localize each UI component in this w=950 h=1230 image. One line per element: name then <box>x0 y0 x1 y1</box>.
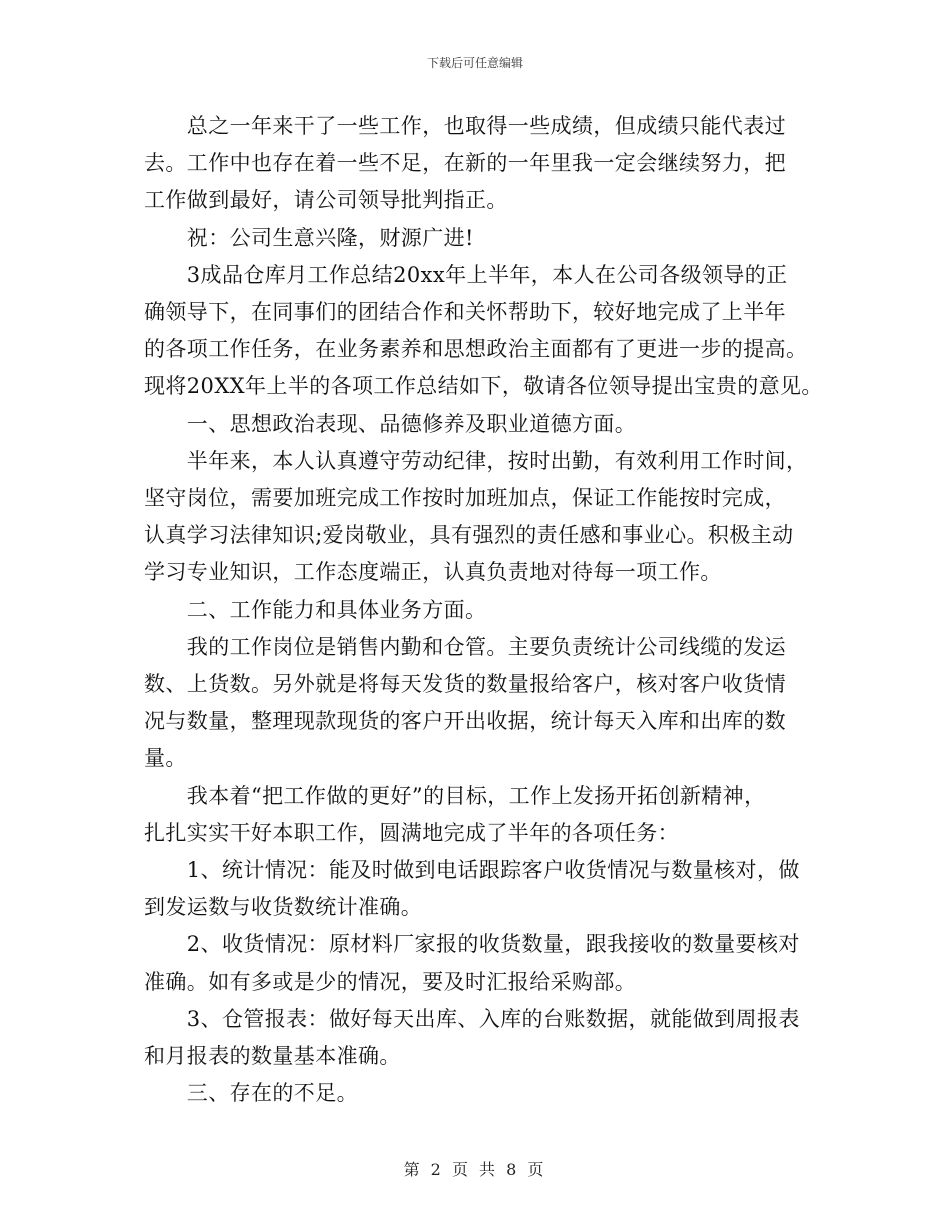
text-line: 我本着“把工作做的更好”的目标，工作上发扬开拓创新精神， <box>144 783 766 808</box>
text-line: 的各项工作任务，在业务素养和思想政治主面都有了更进一步的提高。 <box>144 337 808 362</box>
text-line: 1、统计情况：能及时做到电话跟踪客户收货情况与数量核对，做 <box>144 858 800 883</box>
text-line: 祝：公司生意兴隆，财源广进! <box>144 225 474 250</box>
text-line: 2、收货情况：原材料厂家报的收货数量，跟我接收的数量要核对 <box>144 932 800 957</box>
text-line: 我的工作岗位是销售内勤和仓管。主要负责统计公司线缆的发运 <box>144 634 786 659</box>
text-line: 工作做到最好，请公司领导批判指正。 <box>144 188 508 213</box>
text-line: 一、思想政治表现、品德修养及职业道德方面。 <box>144 411 637 436</box>
text-line: 准确。如有多或是少的情况，要及时汇报给采购部。 <box>144 969 637 994</box>
text-line: 半年来，本人认真遵守劳动纪律，按时出勤，有效利用工作时间， <box>144 448 808 473</box>
text-line: 3、仓管报表：做好每天出库、入库的台账数据，就能做到周报表 <box>144 1006 800 1031</box>
text-line: 3成品仓库月工作总结20xx年上半年，本人在公司各级领导的正 <box>144 262 788 287</box>
text-line: 二、工作能力和具体业务方面。 <box>144 597 487 622</box>
text-line: 坚守岗位，需要加班完成工作按时加班加点，保证工作能按时完成， <box>144 486 786 511</box>
text-line: 量。 <box>144 746 187 771</box>
text-line: 和月报表的数量基本准确。 <box>144 1044 401 1069</box>
text-line: 学习专业知识，工作态度端正，认真负责地对待每一项工作。 <box>144 560 722 585</box>
body-text <box>144 108 824 1112</box>
text-line: 认真学习法律知识;爱岗敬业，具有强烈的责任感和事业心。积极主动 <box>144 523 794 548</box>
text-line: 确领导下，在同事们的团结合作和关怀帮助下，较好地完成了上半年 <box>144 300 786 325</box>
text-line: 三、存在的不足。 <box>144 1081 358 1106</box>
page-footer: 第 2 页 共 8 页 <box>403 1160 547 1179</box>
text-line: 总之一年来干了一些工作，也取得一些成绩，但成绩只能代表过 <box>144 114 786 138</box>
text-line: 况与数量，整理现款现货的客户开出收据，统计每天入库和出库的数 <box>144 709 786 734</box>
page-header: 下载后可任意编辑 <box>426 56 523 70</box>
text-line: 扎扎实实干好本职工作，圆满地完成了半年的各项任务： <box>144 820 679 845</box>
text-line: 去。工作中也存在着一些不足，在新的一年里我一定会继续努力，把 <box>144 151 786 176</box>
text-line: 现将20XX年上半的各项工作总结如下，敬请各位领导提出宝贵的意见。 <box>144 374 823 399</box>
text-line: 到发运数与收货数统计准确。 <box>144 895 423 920</box>
text-line: 数、上货数。另外就是将每天发货的数量报给客户，核对客户收货情 <box>144 672 786 697</box>
